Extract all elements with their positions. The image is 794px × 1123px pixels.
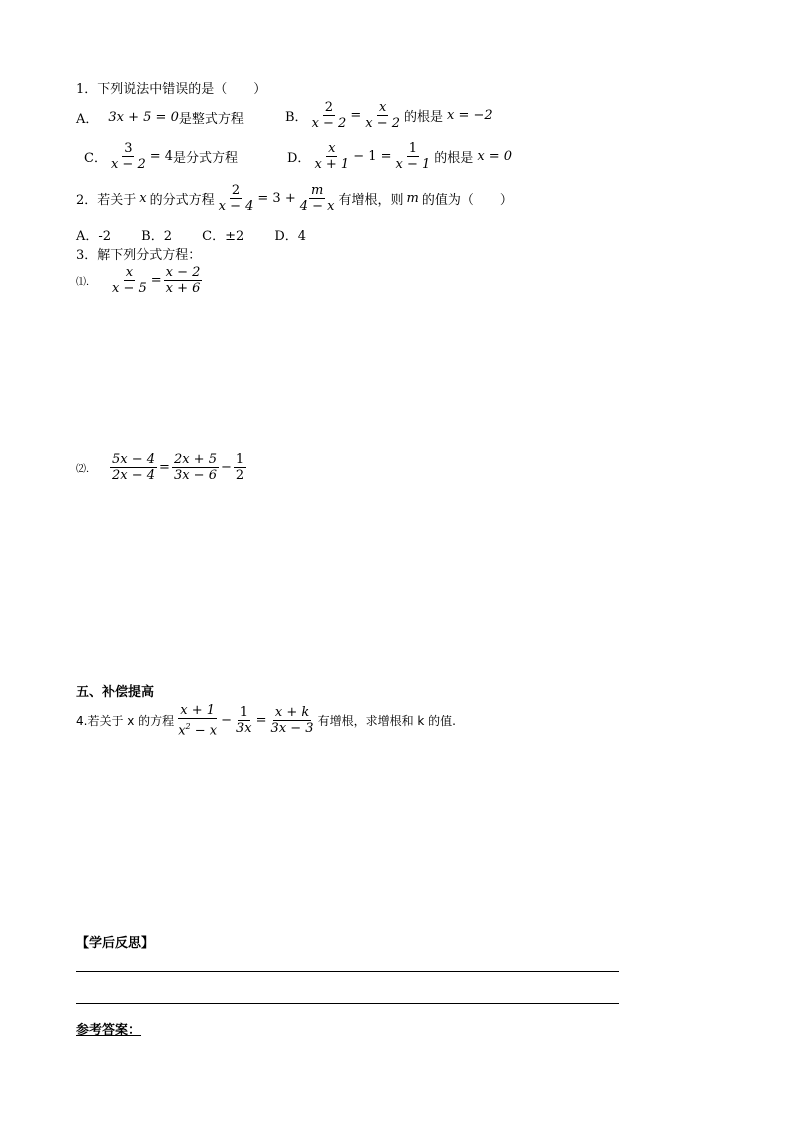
option-c-label: C． <box>84 151 107 166</box>
fraction-numerator: x <box>378 100 387 115</box>
option-d-label: D． <box>287 151 311 166</box>
q1-stem <box>76 78 266 97</box>
fraction-numerator: m <box>310 183 324 198</box>
fraction-numerator: x − 2 <box>165 265 201 280</box>
part-2-fraction-2 <box>172 452 219 483</box>
q2-variable-m: m <box>406 191 419 206</box>
part-2-fraction-3 <box>234 452 246 483</box>
fraction-denominator: x − 2 <box>110 157 146 172</box>
option-b-fraction-1 <box>310 100 349 131</box>
option-b-root: x = −2 <box>447 108 493 123</box>
q4-stem <box>76 703 456 738</box>
q2-text-b: 的分式方程 <box>149 193 215 208</box>
q1-stem-text: 1．下列说法中错误的是（ ） <box>76 82 267 97</box>
q2-fraction-1 <box>217 183 256 214</box>
fraction-numerator: x + 1 <box>180 703 216 718</box>
equals-sign: = <box>150 273 162 288</box>
option-c-fraction <box>109 141 148 172</box>
q1-option-c <box>84 141 238 172</box>
q4-text-b: 有增根，求增根和 k 的值. <box>317 714 456 729</box>
q2-fraction-2 <box>298 183 337 214</box>
q1-option-a <box>76 108 244 127</box>
fraction-numerator: 3 <box>124 141 133 156</box>
fraction-denominator: 3x − 6 <box>173 468 217 483</box>
denominator-rest: − x <box>190 723 218 739</box>
q3-stem-text: 3．解下列分式方程： <box>76 248 202 263</box>
fraction-denominator: 3x <box>236 721 252 737</box>
q2-options <box>76 225 306 244</box>
option-a-text: 是整式方程 <box>178 112 244 127</box>
fraction-denominator: x − 1 <box>395 157 431 172</box>
fraction-numerator: x <box>328 141 336 156</box>
section-5-title <box>76 681 154 700</box>
option-d-middle: − 1 = <box>353 149 392 164</box>
equals-sign: = <box>159 460 170 475</box>
exponent: 2 <box>185 722 191 731</box>
fraction-numerator: 1 <box>239 705 248 721</box>
part-2-fraction-1 <box>110 452 157 483</box>
fraction-numerator: 5x − 4 <box>112 452 156 467</box>
reflection-line-2 <box>76 1003 619 1004</box>
option-d-root: x = 0 <box>477 149 513 164</box>
fraction-denominator: 3x − 3 <box>270 721 314 737</box>
fraction-denominator: 2 <box>235 468 245 483</box>
equals-sign: = <box>255 713 267 729</box>
q2-text-a: 2．若关于 <box>76 193 137 208</box>
fraction-denominator: x + 1 <box>314 157 350 172</box>
fraction-denominator <box>176 719 219 738</box>
q1-option-b <box>285 100 493 131</box>
fraction-denominator: 2x − 4 <box>112 468 156 483</box>
denominator-base: x <box>178 723 186 739</box>
option-c-text: 是分式方程 <box>173 151 239 166</box>
fraction-denominator: x + 6 <box>165 281 201 296</box>
option-c-rest: = 4 <box>149 149 174 164</box>
q2-text-d: 的值为（ ） <box>421 193 513 208</box>
option-a-equation: 3x + 5 = 0 <box>108 110 179 125</box>
q4-text-a: 4.若关于 x 的方程 <box>76 714 175 729</box>
q4-fraction-1 <box>176 703 219 738</box>
fraction-numerator: 1 <box>408 141 418 156</box>
q4-fraction-2 <box>234 705 254 736</box>
equals-sign: = <box>350 108 362 123</box>
option-a-label: A． <box>76 112 99 127</box>
option-d-text: 的根是 <box>434 151 474 166</box>
minus-sign: − <box>221 713 233 729</box>
q2-stem <box>76 183 513 214</box>
q2-variable-x: x <box>139 191 147 206</box>
q3-part-1 <box>76 265 204 296</box>
fraction-numerator: 2 <box>231 183 241 198</box>
option-b-text: 的根是 <box>404 110 444 125</box>
section-5-title-text: 五、补偿提高 <box>76 685 155 700</box>
fraction-denominator: x − 4 <box>218 199 254 214</box>
fraction-numerator: x <box>125 265 134 280</box>
q2-options-text: A．-2 B．2 C．±2 D．4 <box>76 229 307 244</box>
answers-title <box>76 1019 141 1038</box>
option-d-fraction-2 <box>394 141 433 172</box>
reflection-title-text: 【学后反思】 <box>76 936 155 951</box>
reflection-line-1 <box>76 971 619 972</box>
fraction-denominator: 4 − x <box>299 199 335 214</box>
option-b-fraction-2 <box>363 100 402 131</box>
minus-sign: − <box>220 460 232 475</box>
q3-stem <box>76 244 201 263</box>
option-b-label: B． <box>285 110 308 125</box>
fraction-denominator: x − 2 <box>311 116 347 131</box>
fraction-numerator: 2 <box>324 100 334 115</box>
fraction-numerator: 1 <box>235 452 245 467</box>
option-d-fraction-1 <box>312 141 351 172</box>
answers-title-text: 参考答案： <box>76 1023 142 1038</box>
fraction-denominator: x − 2 <box>365 116 400 131</box>
part-1-fraction-2 <box>164 265 203 296</box>
q1-option-d <box>287 141 512 172</box>
fraction-numerator: 2x + 5 <box>173 452 217 467</box>
part-1-label: ⑴． <box>76 277 96 288</box>
q3-part-2 <box>76 452 248 483</box>
fraction-denominator: x − 5 <box>112 281 147 296</box>
fraction-numerator: x + k <box>274 705 310 721</box>
q4-fraction-3 <box>269 705 316 736</box>
part-1-fraction-1 <box>110 265 149 296</box>
reflection-title <box>76 932 154 951</box>
q2-text-c: 有增根，则 <box>338 193 404 208</box>
q2-middle: = 3 + <box>257 191 296 206</box>
part-2-label: ⑵． <box>76 464 96 475</box>
